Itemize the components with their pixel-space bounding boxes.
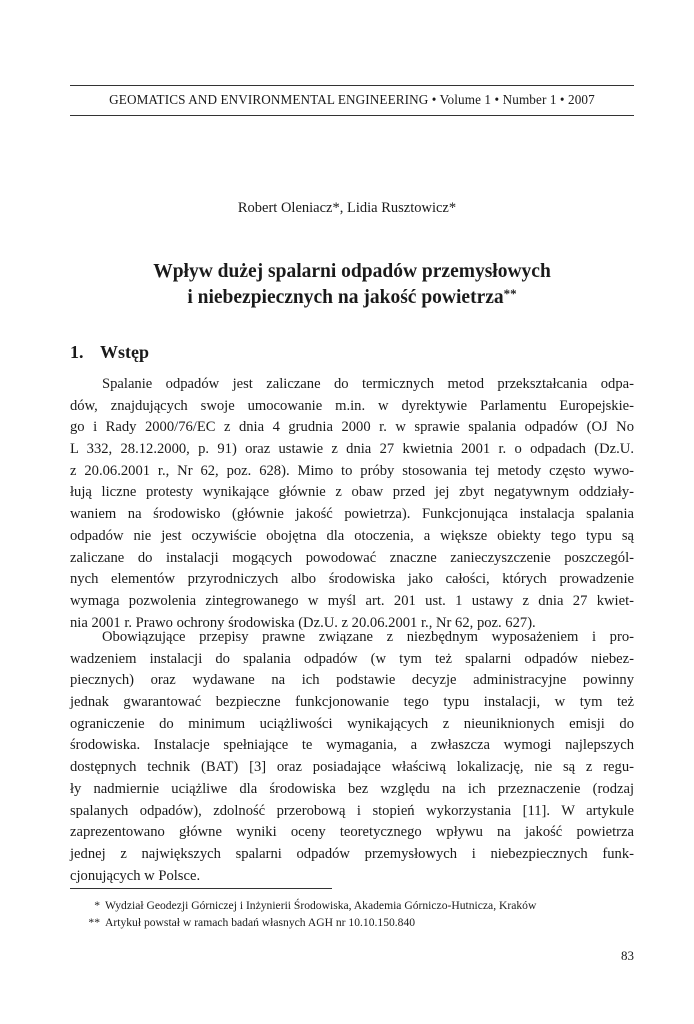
text-line: nia 2001 r. Prawo ochrony środowiska (Dz.U. z 20.06.2001 r., Nr 62, poz. 627). xyxy=(70,614,536,631)
text-line: L 332, 28.12.2000, p. 91) oraz ustawie z dnia 27 kwietnia 2001 r. o odpadach (Dz.U. xyxy=(70,441,634,458)
text-line: Spalanie odpadów jest zaliczane do termicznych metod przekształcania odpa- xyxy=(102,376,634,392)
header-bottom-rule xyxy=(70,115,634,116)
section-heading xyxy=(70,342,149,363)
footnote xyxy=(70,898,634,915)
text-line: odpadów nie jest oczywiście obojętna dla otoczenia, a większe obiekty tego typu są xyxy=(70,527,634,544)
text-line: zaliczane do instalacji mogących powodować znaczne zanieczyszczenie poszczegól- xyxy=(70,549,634,566)
text-line: dostępnych technik (BAT) [3] oraz posiadające właściwą lokalizację, nie są z regu- xyxy=(70,759,634,776)
text-line: z 20.06.2001 r., Nr 62, poz. 628). Mimo to próby stosowania tej metody często wywo- xyxy=(70,462,634,479)
footnote-rule xyxy=(70,888,332,889)
text-line: wymaga pozwolenia zintegrowanego w myśl art. 201 ust. 1 ustawy z dnia 27 kwiet- xyxy=(70,592,634,609)
footnotes xyxy=(70,898,634,931)
footnote-text: Artykuł powstał w ramach badań własnych AGH nr 10.10.150.840 xyxy=(105,915,416,929)
title-line-2-text: i niebezpiecznych na jakość powietrza xyxy=(187,287,504,308)
text-line: go i Rady 2000/76/EC z dnia 4 grudnia 2000 r. w sprawie spalania odpadów (OJ No xyxy=(70,419,634,436)
text-line: cjonujących w Polsce. xyxy=(70,867,201,884)
authors: Robert Oleniacz*, Lidia Rusztowicz* xyxy=(237,200,457,216)
footnote-mark: ** xyxy=(88,915,100,929)
text-line: jednej z największych spalarni odpadów przemysłowych i niebezpiecznych funk- xyxy=(70,845,634,862)
text-line: piecznych) oraz wydawane na ich podstawie decyzje administracyjne powinny xyxy=(70,672,634,689)
text-line: waniem na środowisko (głównie jakość powietrza). Funkcjonująca instalacja spalania xyxy=(70,506,634,523)
text-line: zaprezentowano główne wyniki oceny teoretycznego wpływu na jakość powietrza xyxy=(70,824,634,841)
text-line: wadzeniem instalacji do spalania odpadów (w tym też spalarni odpadów niebez- xyxy=(70,650,634,667)
page-number: 83 xyxy=(621,948,634,963)
text-line: spalanych odpadów), zdolność przerobową i stopień wykorzystania [11]. W artykule xyxy=(70,802,634,819)
text-line: Obowiązujące przepisy prawne związane z niezbędnym wyposażeniem i pro- xyxy=(102,629,634,645)
title-line-1: Wpływ dużej spalarni odpadów przemysłowych xyxy=(153,261,551,282)
text-line: nych elementów przyrodniczych albo środowiska jako całości, których prowadzenie xyxy=(70,571,634,588)
journal-header: GEOMATICS AND ENVIRONMENTAL ENGINEERING • Volume 1 • Number 1 • 2007 xyxy=(109,92,595,107)
text-line: ograniczenie do minimum uciążliwości wynikających z nieuniknionych emisji do xyxy=(70,715,634,732)
title-footnote-mark: ** xyxy=(503,286,517,301)
text-line: łują liczne protesty wynikające głównie z obaw przed jej zbyt negatywnym oddziały- xyxy=(70,484,634,501)
header-top-rule xyxy=(70,85,634,86)
section-number: 1. xyxy=(70,342,84,362)
title-line-2 xyxy=(70,285,634,311)
paragraph-1 xyxy=(70,374,634,634)
text-line: dów, znajdujących swoje umocowanie m.in. w dyrektywie Parlamentu Europejskie- xyxy=(70,397,634,414)
text-line: ły nadmiernie uciążliwe dla środowiska bez względu na ich przeznaczenie (rodzaj xyxy=(70,780,634,797)
text-line: jednak gwarantować bezpieczne funkcjonowanie tego typu instalacji, w tym też xyxy=(70,694,634,711)
text-line: środowiska. Instalacje spełniające te wymagania, a zwłaszcza wymogi najlepszych xyxy=(70,737,634,754)
footnote-mark: * xyxy=(94,899,100,912)
article-title xyxy=(70,259,634,311)
paragraph-2 xyxy=(70,627,634,887)
section-title: Wstęp xyxy=(100,342,149,362)
footnote xyxy=(70,915,634,932)
footnote-text: Wydział Geodezji Górniczej i Inżynierii Środowiska, Akademia Górniczo-Hutnicza, Kraków xyxy=(105,899,537,912)
